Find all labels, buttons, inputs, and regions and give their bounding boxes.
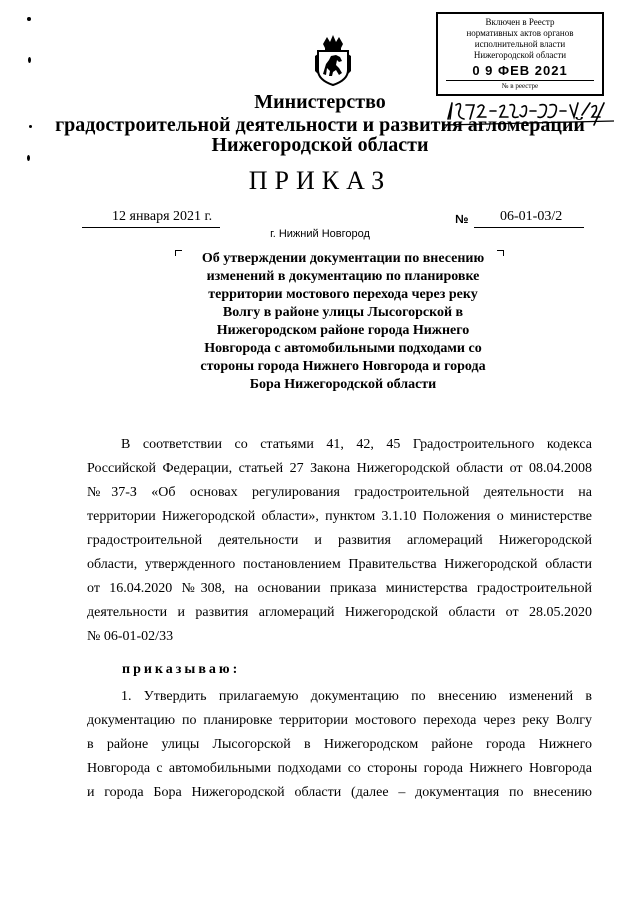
registry-stamp [436,12,604,96]
subject-corner-mark [175,250,182,256]
stamp-line: нормативных актов органов [466,28,574,38]
stamp-line: исполнительной власти [474,39,566,49]
stamp-reg-line [446,80,594,81]
order-title: ПРИКАЗ [248,166,392,195]
subject-line: Волгу в районе улицы Лысогорской в [222,305,464,320]
order-subject [182,250,504,394]
preamble-line: градостроительной деятельности и развития агломераций Нижегородской [87,533,592,548]
stamp-line: Включен в Реестр [485,17,555,27]
subject-line: Новгорода с автомобильными подходами со [204,341,482,356]
coat-of-arms-emblem [315,34,351,86]
preamble-paragraph [87,433,592,649]
preamble-line: территории Нижегородской области», пунктом 3.1.10 Положения о министерстве [87,509,592,524]
item-1-line: документацию по планировке территории мостового перехода через реку Волгу [87,713,592,728]
subject-line: территории мостового перехода через реку [208,287,478,302]
preamble-line: области, утвержденного постановлением Правительства Нижегородской области [87,557,592,572]
number-sign: № [455,212,469,226]
stamp-date: 0 9 ФЕВ 2021 [472,63,568,78]
subject-line: Нижегородском районе города Нижнего [216,323,470,338]
preamble-line: № 06-01-02/33 [87,629,174,644]
ministry-title-line-1: Министерство [254,91,386,113]
ministry-title-line-3: Нижегородской области [211,134,429,156]
item-1-line: 1. Утвердить прилагаемую документацию по внесению изменений в [121,689,592,704]
subject-line: стороны города Нижнего Новгорода и города [200,359,486,374]
order-date: 12 января 2021 г. [112,209,213,224]
subject-line: изменений в документацию по планировке [206,269,480,284]
preamble-line: Российской Федерации, статьей 27 Закона Нижегородской области от 08.04.2008 [87,461,592,476]
command-word: приказываю: [122,662,241,677]
margin-mark [27,17,31,21]
stamp-reg-label: № в реестре [501,82,539,90]
item-1-paragraph [87,685,592,805]
order-number: 06-01-03/2 [500,209,563,224]
ministry-title-line-2: градостроительной деятельности и развития агломераций [55,114,585,136]
subject-line: Бора Нижегородской области [249,377,437,392]
preamble-line: В соответствии со статьями 41, 42, 45 Градостроительного кодекса [121,437,592,452]
subject-line: Об утверждении документации по внесению [201,251,485,266]
preamble-line: от 16.04.2020 №308, на основании приказа министерства градостроительной [87,581,592,596]
margin-mark [28,57,31,63]
item-1-line: в районе улицы Лысогорской в Нижегородском районе города Нижнего [87,737,592,752]
item-1-line: и города Бора Нижегородской области (далее – документация по внесению [87,785,592,800]
city: г. Нижний Новгород [270,228,370,240]
preamble-line: деятельности и развития агломераций Нижегородской области от 28.05.2020 [87,605,592,620]
stamp-line: Нижегородской области [473,50,567,60]
item-1-line: Новгорода с автомобильными подходами со стороны города Нижнего Новгорода [87,761,592,776]
preamble-line: №37-З «Об основах регулирования градостроительной деятельности на [87,485,592,500]
